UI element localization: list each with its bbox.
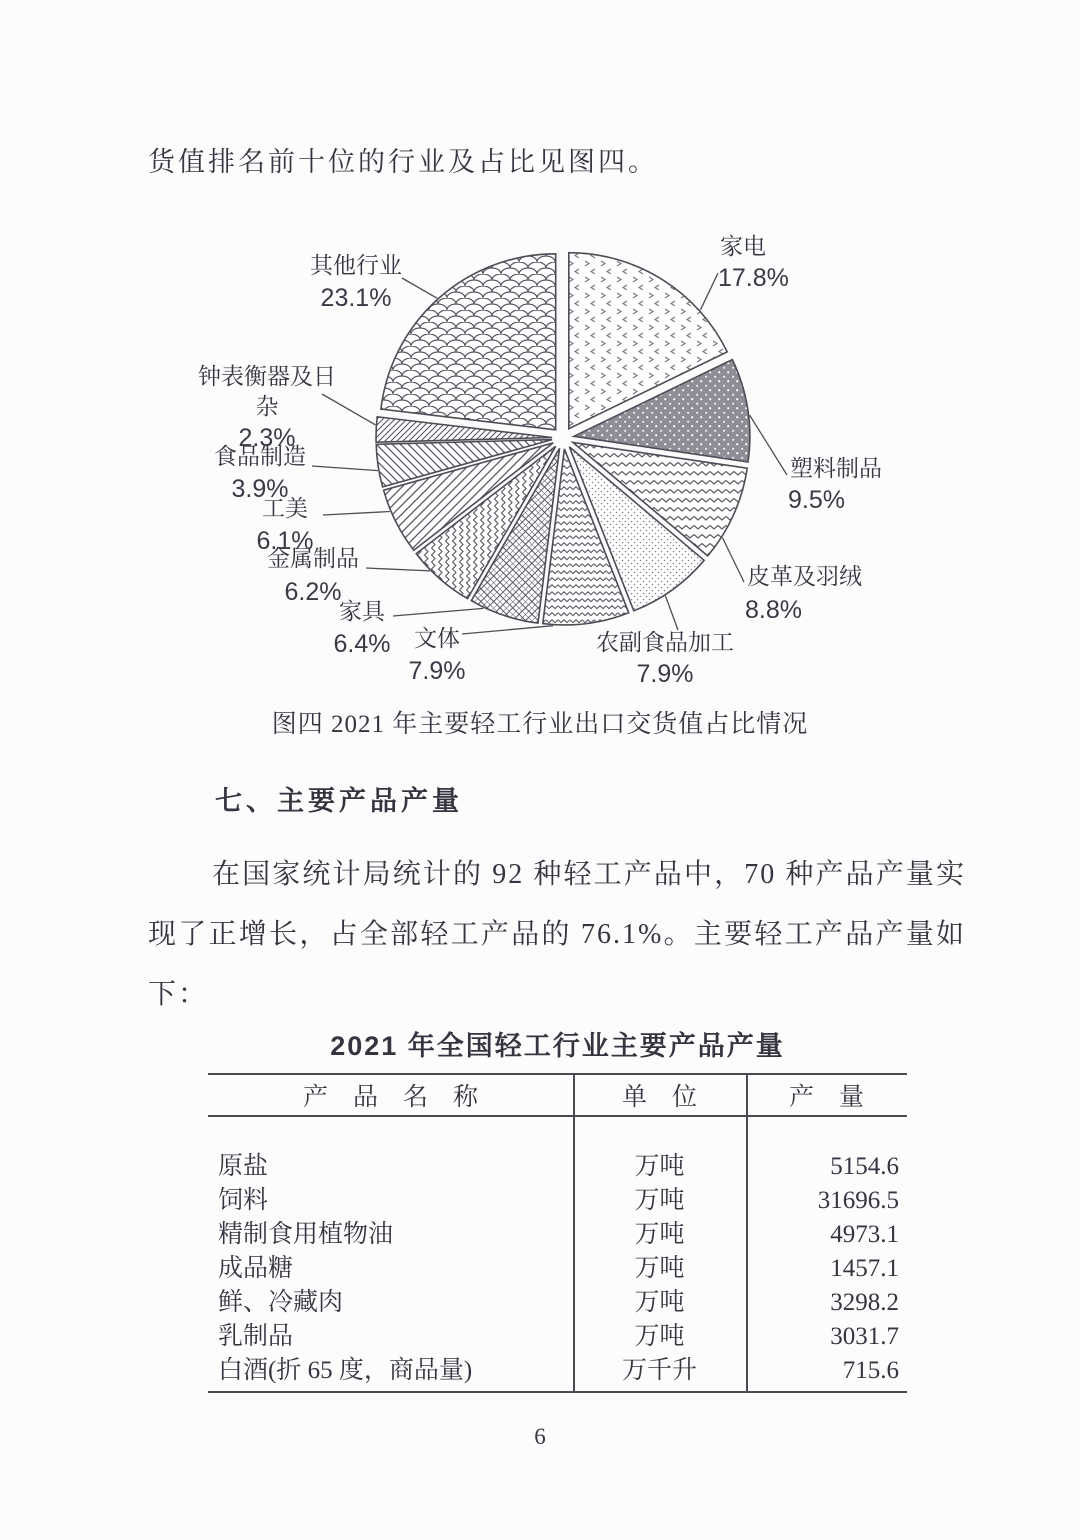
quantity-cell: 1457.1 xyxy=(830,1255,899,1282)
pie-chart-figure xyxy=(150,226,930,700)
col-header-unit: 单 位 xyxy=(621,1084,697,1111)
intro-text: 货值排名前十位的行业及占比见图四。 xyxy=(148,147,658,177)
product-name-cell: 精制食用植物油 xyxy=(218,1221,394,1248)
table-body xyxy=(208,1117,907,1391)
pie-leader-line xyxy=(750,415,787,475)
pie-slice-percent: 6.2% xyxy=(284,578,342,606)
pie-slice-label: 家电 xyxy=(720,234,766,259)
pie-leader-line xyxy=(462,626,553,634)
pie-slice-label: 杂 xyxy=(255,394,279,419)
pie-slice-percent: 17.8% xyxy=(718,264,789,292)
quantity-cell: 715.6 xyxy=(842,1357,899,1384)
quantity-cell: 4973.1 xyxy=(830,1221,899,1248)
pie-slice-percent: 3.9% xyxy=(231,475,289,503)
quantity-cell: 5154.6 xyxy=(830,1153,899,1180)
pie-slice-label: 皮革及羽绒 xyxy=(747,564,862,589)
product-name-cell: 饲料 xyxy=(218,1187,269,1214)
table-row xyxy=(208,1252,907,1286)
pie-leader-line xyxy=(322,394,376,425)
unit-cell: 万吨 xyxy=(634,1153,685,1180)
table-row xyxy=(208,1184,907,1218)
body-paragraph xyxy=(148,845,966,1025)
col-header-quantity: 产 量 xyxy=(788,1084,864,1111)
table-row xyxy=(208,1320,907,1354)
paragraph-line: 现了正增长，占全部轻工产品的 76.1%。主要轻工产品产量如 xyxy=(148,919,966,950)
unit-cell: 万吨 xyxy=(634,1187,685,1214)
pie-leader-line xyxy=(312,466,378,471)
quantity-cell: 3298.2 xyxy=(830,1289,899,1316)
unit-cell: 万吨 xyxy=(634,1221,685,1248)
table-row xyxy=(208,1150,907,1184)
unit-cell: 万吨 xyxy=(634,1289,685,1316)
unit-cell: 万吨 xyxy=(634,1323,685,1350)
quantity-cell: 31696.5 xyxy=(817,1187,899,1214)
pie-leader-line xyxy=(393,608,484,616)
pie-chart xyxy=(150,226,930,700)
product-name-cell: 白酒(折 65 度，商品量) xyxy=(218,1357,473,1384)
pie-slice-label: 钟表衡器及日 xyxy=(198,364,336,389)
pie-slice-label: 家具 xyxy=(339,599,385,624)
pie-slice-percent: 6.4% xyxy=(333,630,391,658)
products-table xyxy=(208,1073,907,1393)
table-row xyxy=(208,1218,907,1252)
section-heading: 七、主要产品产量 xyxy=(215,786,463,816)
pie-slice-percent: 7.9% xyxy=(636,660,694,688)
pie-slice-label: 食品制造 xyxy=(214,444,306,469)
pie-slice-percent: 8.8% xyxy=(745,596,802,624)
unit-cell: 万千升 xyxy=(621,1357,697,1384)
product-name-cell: 成品糖 xyxy=(218,1255,294,1282)
page-number: 6 xyxy=(534,1424,546,1449)
pie-slice-label: 金属制品 xyxy=(267,546,359,571)
paragraph-line: 下： xyxy=(148,979,209,1010)
pie-leader-line xyxy=(722,538,744,582)
unit-cell: 万吨 xyxy=(634,1255,685,1282)
pie-leader-line xyxy=(402,278,437,298)
pie-leader-line xyxy=(323,512,390,516)
pie-slice-percent: 23.1% xyxy=(320,284,392,312)
table-divider xyxy=(746,1075,748,1391)
product-name-cell: 原盐 xyxy=(218,1153,269,1180)
pie-slice-label: 农副食品加工 xyxy=(596,630,734,655)
pie-slice-percent: 6.1% xyxy=(256,527,314,555)
pie-slice-label: 文体 xyxy=(414,626,460,651)
table-row xyxy=(208,1354,907,1388)
pie-slice-label: 塑料制品 xyxy=(790,456,882,481)
pie-slice-percent: 2.3% xyxy=(238,424,296,452)
pie-slice-percent: 7.9% xyxy=(408,657,466,685)
quantity-cell: 3031.7 xyxy=(830,1323,899,1350)
pie-slice-label: 工美 xyxy=(262,496,308,521)
col-header-product-name: 产 品 名 称 xyxy=(302,1084,478,1111)
pie-slice-percent: 9.5% xyxy=(788,486,845,514)
pie-leader-line xyxy=(665,596,678,630)
product-name-cell: 鲜、冷藏肉 xyxy=(218,1289,344,1316)
table-row xyxy=(208,1286,907,1320)
table-title: 2021 年全国轻工行业主要产品产量 xyxy=(330,1031,785,1061)
pie-leader-line xyxy=(366,568,430,571)
pie-slice-label: 其他行业 xyxy=(310,253,402,278)
paragraph-line: 在国家统计局统计的 92 种轻工产品中，70 种产品产量实 xyxy=(212,859,966,890)
figure-caption: 图四 2021 年主要轻工行业出口交货值占比情况 xyxy=(271,711,809,738)
table-divider xyxy=(573,1075,575,1391)
product-name-cell: 乳制品 xyxy=(218,1323,294,1350)
table-header-row xyxy=(208,1075,907,1117)
pie-leader-line xyxy=(701,273,719,310)
pie-slice-11 xyxy=(381,254,556,430)
